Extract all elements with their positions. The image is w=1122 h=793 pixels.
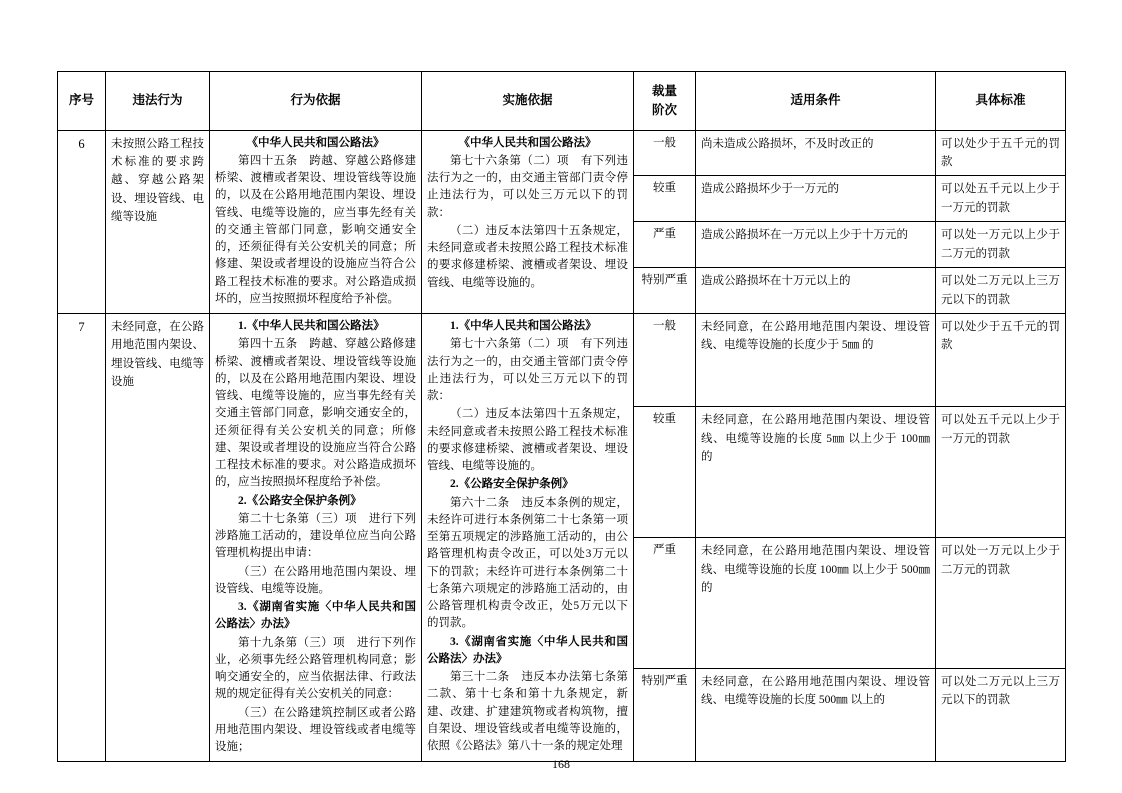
cell-act-basis: 《中华人民共和国公路法》 第四十五条 跨越、穿越公路修建桥梁、渡槽或者架设、埋设管线等设施的，以及在公路用地范围内架设、埋设管线、电缆等设施的，应当事先经有关的交通主管部门同意，影响交通安全的，还须征得有关公安机关的同意；所修建、架设或者埋设的设施应当符合公路工程技术标准的要求。对公路造成损坏的，应当按照损坏程度给予补偿。: [210, 130, 422, 314]
column-header-seq: 序号: [58, 72, 106, 131]
column-header-act-basis: 行为依据: [210, 72, 422, 131]
table-row: [58, 130, 1066, 176]
cell-applicable-condition: 造成公路损坏少于一万元的: [696, 176, 936, 222]
discretion-level-line1: 裁量: [651, 84, 677, 98]
cell-applicable-condition: 未经同意，在公路用地范围内架设、埋设管线、电缆等设施的长度少于 5㎜ 的: [696, 314, 936, 407]
cell-discretion-level: 一般: [634, 130, 696, 176]
cell-discretion-level: 一般: [634, 314, 696, 407]
column-header-implementation-basis: 实施依据: [422, 72, 634, 131]
cell-implementation-basis: 1.《中华人民共和国公路法》 第七十六条第（二）项 有下列违法行为之一的，由交通主管部门责令停止违法行为，可以处三万元以下的罚款： （二）违反本法第四十五条规定，未经同意或者未按照公路工程技术标准的要求修建桥梁、渡槽或者架设、埋设管线、电缆等设施的。 2.《公路安全保护条例》 第六十二条 违反本条例的规定，未经许可进行本条例第二十七条第一项至第五项规定的涉路施工活动的，由公路管理机构责令改正，可以处3万元以下的罚款；未经许可进行本条例第二十七条第六项规定的涉路施工活动的，由公路管理机构责令改正，处5万元以下的罚款。 3.《湖南省实施〈中华人民共和国公路法〉办法》 第三十二条 违反本办法第七条第二款、第十七条和第十九条规定，新建、改建、扩建建筑物或者构筑物，擅自架设、埋设管线或者电缆等设施的，依照《公路法》第八十一条的规定处理: [422, 314, 634, 762]
column-header-illegal-act: 违法行为: [106, 72, 210, 131]
cell-specific-standard: 可以处少于五千元的罚款: [936, 130, 1066, 176]
cell-illegal-act: 未经同意，在公路用地范围内架设、埋设管线、电缆等设施: [106, 314, 210, 762]
discretion-table-container: [57, 71, 1065, 762]
table-header-row: [58, 72, 1066, 131]
cell-specific-standard: 可以处二万元以上三万元以下的罚款: [936, 268, 1066, 314]
cell-seq: 6: [58, 130, 106, 314]
cell-specific-standard: 可以处五千元以上少于一万元的罚款: [936, 176, 1066, 222]
cell-discretion-level: 较重: [634, 176, 696, 222]
column-header-applicable-condition: 适用条件: [696, 72, 936, 131]
cell-seq: 7: [58, 314, 106, 762]
cell-act-basis: 1.《中华人民共和国公路法》 第四十五条 跨越、穿越公路修建桥梁、渡槽或者架设、埋设管线等设施的，以及在公路用地范围内架设、埋设管线、电缆等设施的，应当事先经有关交通主管部门同意，影响交通安全的，还须征得有关公安机关的同意；所修建、架设或者埋设的设施应当符合公路工程技术标准的要求。对公路造成损坏的，应当按照损坏程度给予补偿。 2.《公路安全保护条例》 第二十七条第（三）项 进行下列涉路施工活动的，建设单位应当向公路管理机构提出申请： （三）在公路用地范围内架设、埋设管线、电缆等设施。 3.《湖南省实施〈中华人民共和国公路法〉办法》 第十九条第（三）项 进行下列作业，必须事先经公路管理机构同意；影响交通安全的，应当依据法律、行政法规的规定征得有关公安机关的同意： （三）在公路建筑控制区或者公路用地范围内架设、埋设管线或者电缆等设施；: [210, 314, 422, 762]
cell-applicable-condition: 造成公路损坏在十万元以上的: [696, 268, 936, 314]
column-header-specific-standard: 具体标准: [936, 72, 1066, 131]
table-row: [58, 314, 1066, 407]
cell-applicable-condition: 未经同意，在公路用地范围内架设、埋设管线、电缆等设施的长度 5㎜ 以上少于 100㎜ 的: [696, 407, 936, 538]
cell-implementation-basis: 《中华人民共和国公路法》 第七十六条第（二）项 有下列违法行为之一的，由交通主管部门责令停止违法行为，可以处三万元以下的罚款： （二）违反本法第四十五条规定，未经同意或者未按照公路工程技术标准的要求修建桥梁、渡槽或者架设、埋设管线、电缆等设施的。: [422, 130, 634, 314]
cell-applicable-condition: 未经同意，在公路用地范围内架设、埋设管线、电缆等设施的长度 100㎜ 以上少于 500㎜ 的: [696, 538, 936, 669]
column-header-discretion-level: [634, 72, 696, 131]
discretion-level-line2: 阶次: [651, 102, 677, 117]
discretion-table: [57, 71, 1066, 762]
cell-specific-standard: 可以处少于五千元的罚款: [936, 314, 1066, 407]
cell-discretion-level: 严重: [634, 222, 696, 268]
cell-discretion-level: 特别严重: [634, 268, 696, 314]
cell-discretion-level: 较重: [634, 407, 696, 538]
cell-specific-standard: 可以处一万元以上少于二万元的罚款: [936, 538, 1066, 669]
cell-specific-standard: 可以处五千元以上少于一万元的罚款: [936, 407, 1066, 538]
cell-applicable-condition: 未经同意，在公路用地范围内架设、埋设管线、电缆等设施的长度 500㎜ 以上的: [696, 668, 936, 761]
cell-illegal-act: 未按照公路工程技术标准的要求跨越、穿越公路架设、埋设管线、电缆等设施: [106, 130, 210, 314]
cell-applicable-condition: 尚未造成公路损坏，不及时改正的: [696, 130, 936, 176]
cell-specific-standard: 可以处二万元以上三万元以下的罚款: [936, 668, 1066, 761]
cell-applicable-condition: 造成公路损坏在一万元以上少于十万元的: [696, 222, 936, 268]
cell-specific-standard: 可以处一万元以上少于二万元的罚款: [936, 222, 1066, 268]
cell-discretion-level: 严重: [634, 538, 696, 669]
page-number: 168: [552, 757, 570, 771]
cell-discretion-level: 特别严重: [634, 668, 696, 761]
